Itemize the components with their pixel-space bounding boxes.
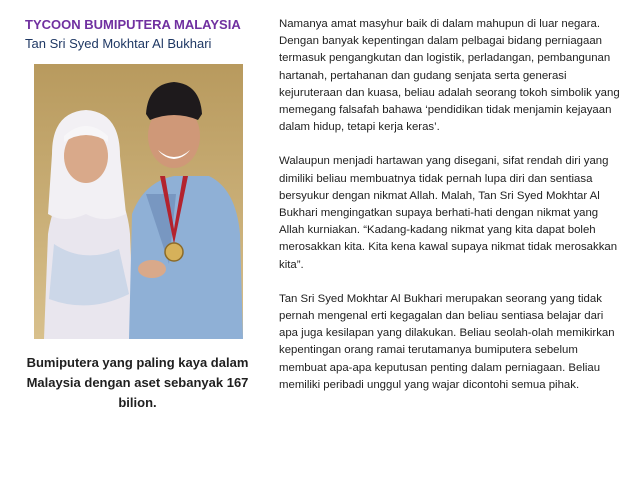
photo-caption: Bumiputera yang paling kaya dalam Malaysia dengan aset sebanyak 167 bilion. [26,355,249,410]
article-paragraph: Tan Sri Syed Mokhtar Al Bukhari merupakan seorang yang tidak pernah mengenal erti kegagalan dan beliau sentiasa belajar dari apa juga kesilapan yang dilakukan. Beliau seolah-olah memikirkan kepentingan orang ramai terutamanya bumiputera sebelum membuat apa-apa keputusan penting dalam perniagaan. Beliau memiliki peribadi unggul yang wajar dicontohi semua pihak. [279,292,615,391]
article-paragraph: Walaupun menjadi hartawan yang disegani, sifat rendah diri yang dimiliki beliau membuatnya tidak pernah lupa diri dan sentiasa bersyukur dengan nikmat Allah. Malah, Tan Sri Syed Mokhtar Al Bukhari mengingatkan supaya berhati-hati dengan nikmat yang Allah kurniakan. “Kadang-kadang nikmat yang kita dapat boleh merosakkan kita. Kita kena kawal supaya nikmat tidak merosakkan kita”. [279,155,618,271]
article-paragraph: Namanya amat masyhur baik di dalam mahupun di luar negara. Dengan banyak kepentingan dalam pelbagai bidang perniagaan termasuk pengangkutan dan logistik, perladangan, pembangunan hartanah, pertahanan dan gudang senjata serta generasi kejuruteraan dan kuasa, beliau adalah seorang tokoh simbolik yang memegang falsafah bahawa ‘pendidikan tidak menjamin kejayaan dalam hidup, tetapi kerja keras’. [279,18,620,134]
article-body [279,16,623,411]
portrait-photo [34,64,243,339]
portrait-illustration [34,64,243,339]
page-subtitle: Tan Sri Syed Mokhtar Al Bukhari [25,36,212,51]
page-title: TYCOON BUMIPUTERA MALAYSIA [25,17,241,32]
